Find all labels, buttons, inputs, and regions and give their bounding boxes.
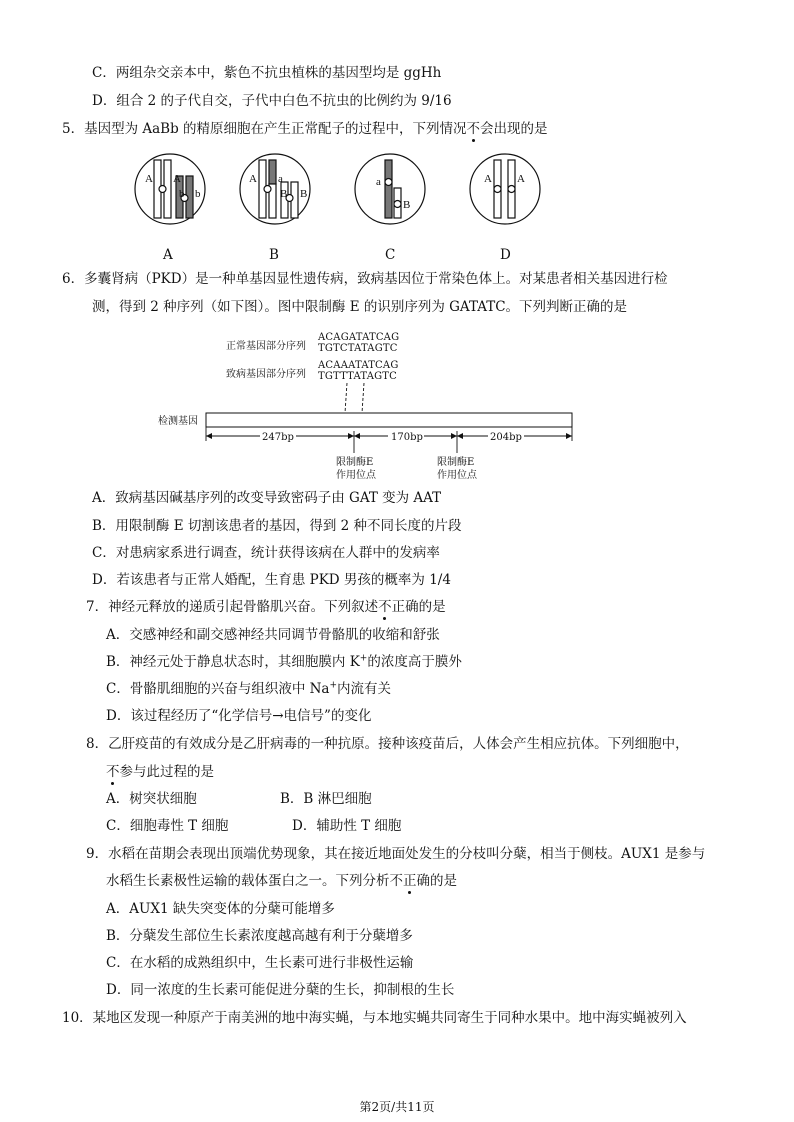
- q5-cell-diagrams: [130, 152, 550, 232]
- cell-a-mark-2: A: [173, 173, 181, 185]
- q8-stem-line2: 不参与此过程的是: [106, 764, 214, 780]
- cell-d-mark-2: A: [517, 173, 525, 185]
- q9-option-b: B．分蘖发生部位生长素浓度越高越有利于分蘖增多: [106, 928, 413, 944]
- cell-b-mark-2: a: [278, 173, 283, 185]
- q7-option-a: A．交感神经和副交感神经共同调节骨骼肌的收缩和舒张: [106, 627, 440, 643]
- cell-b-mark-4: B: [300, 188, 308, 200]
- q4-option-d: D．组合 2 的子代自交，子代中白色不抗虫的比例约为 9/16: [92, 93, 452, 109]
- site-label-2b: 作用位点: [437, 470, 477, 481]
- normal-seq-bottom: TGTCTATAGTC: [318, 343, 398, 354]
- cell-d-membrane: [470, 154, 540, 224]
- q9-option-a: A．AUX1 缺失突变体的分蘖可能增多: [106, 901, 335, 917]
- segment-170: 170bp: [391, 432, 423, 443]
- q8-option-c: C．细胞毒性 T 细胞: [106, 818, 229, 834]
- normal-seq-label: 正常基因部分序列: [226, 341, 306, 352]
- q9-option-d: D．同一浓度的生长素可能促进分蘖的生长，抑制根的生长: [106, 982, 455, 998]
- segment-247: 247bp: [262, 432, 294, 443]
- cell-c-mark-1: a: [376, 176, 381, 188]
- q6-option-c: C．对患病家系进行调查，统计获得该病在人群中的发病率: [92, 545, 440, 561]
- q4-option-c: C．两组杂交亲本中，紫色不抗虫植株的基因型均是 ggHh: [92, 65, 442, 81]
- normal-seq-top: ACAGATATCAG: [318, 332, 400, 343]
- q6-option-b: B．用限制酶 E 切割该患者的基因，得到 2 种不同长度的片段: [92, 518, 462, 534]
- q8-option-a: A．树突状细胞: [106, 791, 197, 807]
- segment-204: 204bp: [490, 432, 522, 443]
- site-label-1a: 限制酶E: [336, 457, 374, 468]
- q5-label-a: A: [163, 247, 173, 263]
- cell-b-mark-1: A: [249, 173, 257, 185]
- q7-option-b: B．神经元处于静息状态时，其细胞膜内 K+的浓度高于膜外: [106, 653, 462, 670]
- q5-stem: 5．基因型为 AaBb 的精原细胞在产生正常配子的过程中，下列情况不会出现的是: [62, 121, 548, 137]
- q8-option-b: B．B 淋巴细胞: [280, 791, 372, 807]
- cell-a-mark-1: A: [145, 173, 153, 185]
- site-label-2a: 限制酶E: [437, 457, 475, 468]
- q5-label-c: C: [385, 247, 396, 263]
- cell-a-mark-3: b: [179, 188, 185, 200]
- q6-option-a: A．致病基因碱基序列的改变导致密码子由 GAT 变为 AAT: [92, 490, 442, 506]
- cell-d-mark-1: A: [484, 173, 492, 185]
- q7-stem: 7．神经元释放的递质引起骨骼肌兴奋。下列叙述不正确的是: [86, 599, 446, 615]
- gene-bar-svg: [150, 383, 590, 453]
- cell-b-mark-3: B: [280, 188, 288, 200]
- gene-bar-label: 检测基因: [158, 416, 198, 427]
- cell-a-mark-4: b: [195, 188, 201, 200]
- q5-label-b: B: [269, 247, 279, 263]
- q7-option-d: D．该过程经历了“化学信号→电信号”的变化: [106, 708, 372, 724]
- q9-stem-line2: 水稻生长素极性运输的载体蛋白之一。下列分析不正确的是: [106, 873, 457, 889]
- q6-option-d: D．若该患者与正常人婚配，生育患 PKD 男孩的概率为 1/4: [92, 572, 451, 588]
- q6-stem-line1: 6．多囊肾病（PKD）是一种单基因显性遗传病，致病基因位于常染色体上。对某患者相关基因进行检: [62, 271, 668, 287]
- site-label-1b: 作用位点: [336, 470, 376, 481]
- cell-c-mark-2: B: [403, 199, 411, 211]
- q9-stem-line1: 9．水稻在苗期会表现出顶端优势现象，其在接近地面处发生的分枝叫分蘖，相当于侧枝。AUX1 是参与: [86, 846, 706, 862]
- q8-stem-line1: 8．乙肝疫苗的有效成分是乙肝病毒的一种抗原。接种该疫苗后，人体会产生相应抗体。下列细胞中，: [86, 736, 689, 752]
- q8-option-d: D．辅助性 T 细胞: [292, 818, 402, 834]
- q10-stem-line1: 10．某地区发现一种原产于南美洲的地中海实蝇，与本地实蝇共同寄生于同种水果中。地中海实蝇被列入: [62, 1010, 687, 1026]
- q9-option-c: C．在水稻的成熟组织中，生长素可进行非极性运输: [106, 955, 414, 971]
- page-footer: 第2页/共11页: [359, 1100, 435, 1114]
- q6-stem-line2: 测，得到 2 种序列（如下图）。图中限制酶 E 的识别序列为 GATATC。下列判断正确的是: [92, 299, 628, 315]
- disease-seq-top: ACAAATATCAG: [318, 360, 399, 371]
- disease-seq-label: 致病基因部分序列: [226, 369, 306, 380]
- disease-seq-bottom: TGTTTATAGTC: [318, 371, 398, 382]
- q5-label-d: D: [500, 247, 511, 263]
- q7-option-c: C．骨骼肌细胞的兴奋与组织液中 Na+内流有关: [106, 680, 392, 697]
